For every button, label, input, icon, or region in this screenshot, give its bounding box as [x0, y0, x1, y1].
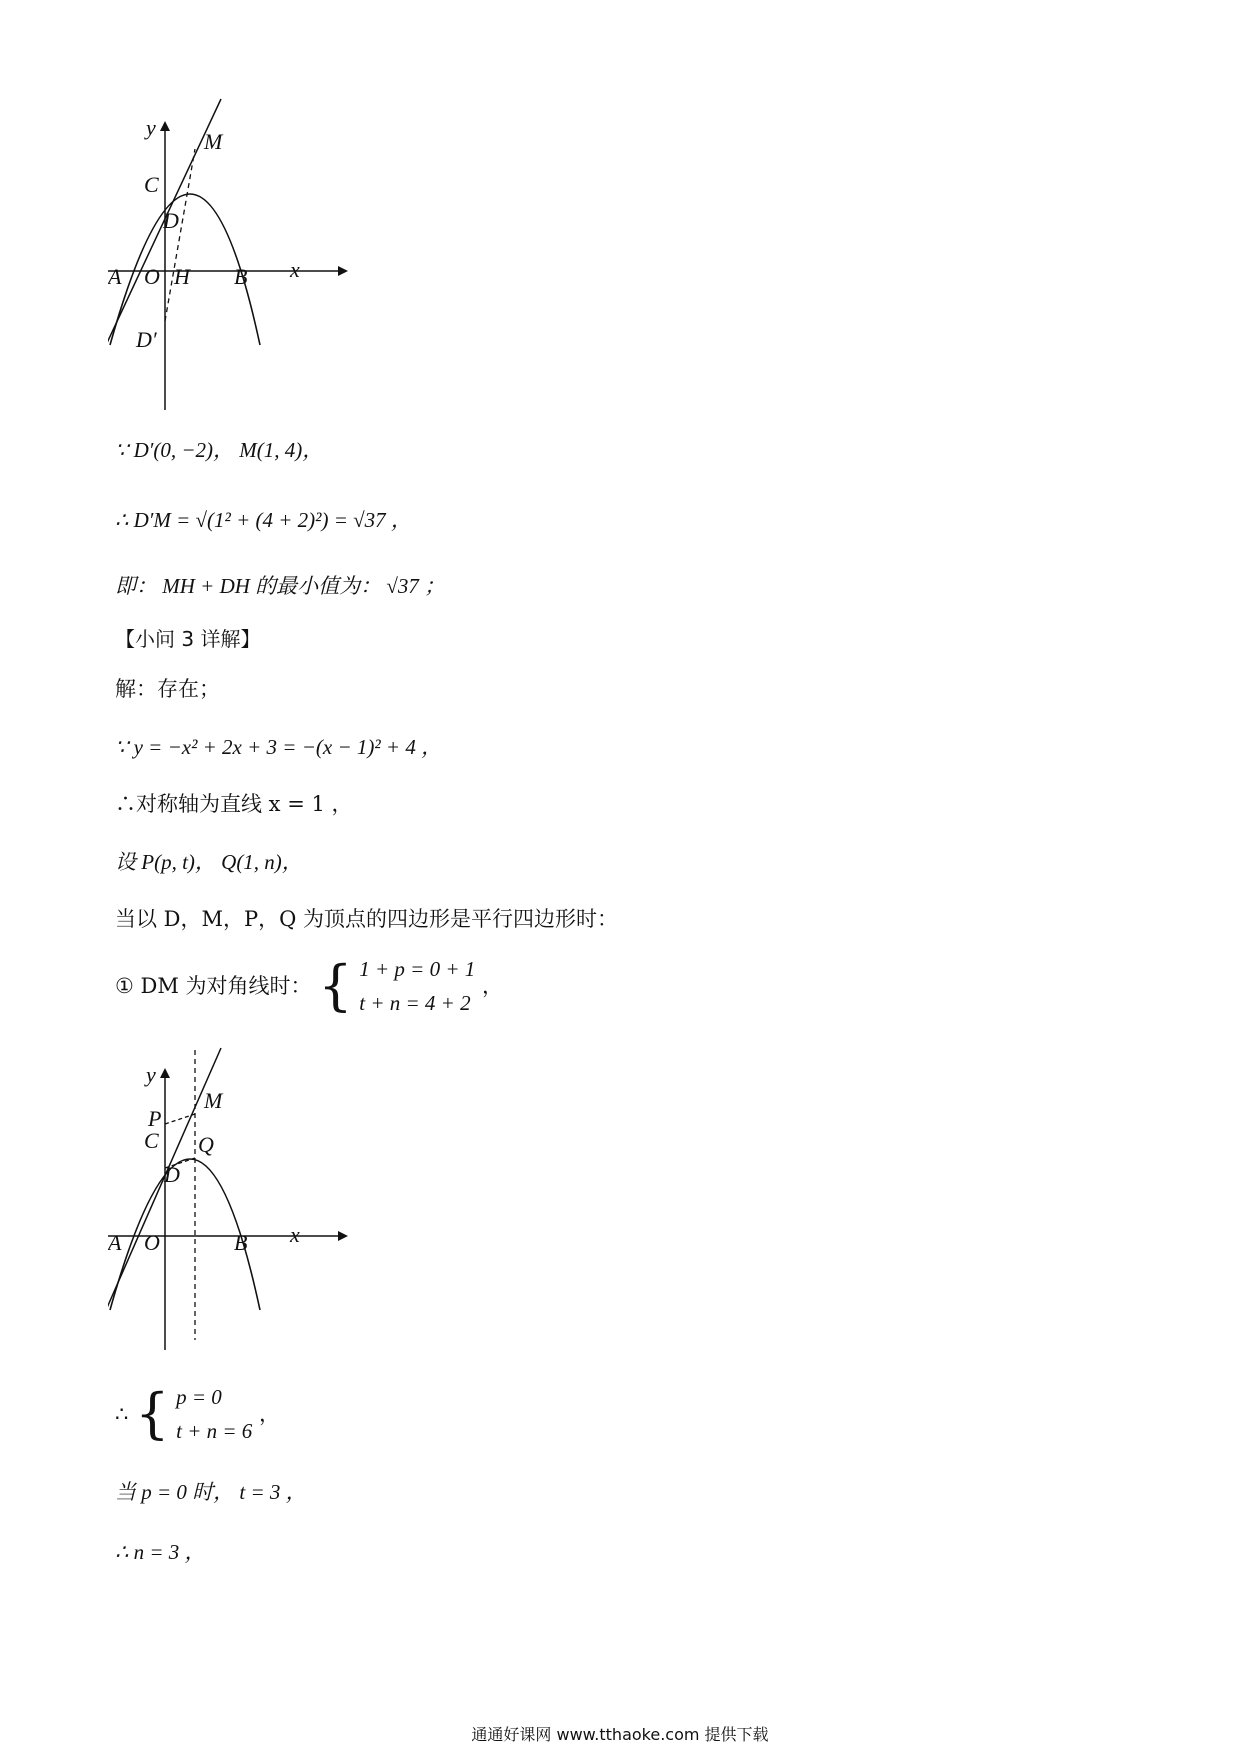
label-H: H — [174, 264, 190, 289]
x-axis-arrow — [338, 266, 348, 276]
line-5: 解：存在； — [115, 677, 220, 701]
y-axis-arrow — [160, 121, 170, 131]
label-P: P — [148, 1106, 162, 1131]
y-axis-arrow — [160, 1068, 170, 1078]
label-B: B — [234, 1230, 248, 1255]
system-1-eq1: 1 + p = 0 + 1 — [359, 957, 476, 981]
label-O: O — [144, 264, 160, 289]
label-M: M — [204, 1088, 223, 1113]
line-2: ∴ D′M = √(1² + (4 + 2)²) = √37 ， — [115, 508, 412, 532]
system-2 — [176, 1380, 252, 1448]
label-y: y — [146, 1062, 156, 1087]
label-C: C — [144, 1128, 159, 1153]
label-C: C — [144, 172, 159, 197]
brace-2: { — [135, 1382, 170, 1445]
figure-1-svg — [108, 95, 348, 415]
system-1 — [359, 952, 475, 1020]
line-11 — [115, 1380, 280, 1448]
system-2-eq2: t + n = 6 — [176, 1419, 253, 1443]
label-B: B — [234, 264, 248, 289]
page-footer: 通通好课网 www.tthaoke.com 提供下载 — [471, 1725, 769, 1744]
figure-1 — [108, 95, 348, 415]
line-11-prefix: ∴ — [115, 1402, 129, 1426]
line-10-prefix: ① DM 为对角线时： — [115, 974, 312, 998]
label-D-prime: D′ — [136, 327, 157, 352]
line-8: 设 P(p, t)， Q(1, n)， — [115, 850, 303, 874]
label-O: O — [144, 1230, 160, 1255]
line-7: ∴对称轴为直线 x = 1 ， — [115, 792, 353, 816]
x-axis-arrow — [338, 1231, 348, 1241]
line-6: ∵ y = −x² + 2x + 3 = −(x − 1)² + 4 ， — [115, 735, 443, 759]
line-11-suffix: ， — [258, 1402, 280, 1426]
label-A: A — [108, 1230, 122, 1255]
section-heading: 【小问 3 详解】 — [115, 627, 261, 651]
line-12: 当 p = 0 时， t = 3 ， — [115, 1480, 307, 1504]
dashed-Dp-M — [165, 149, 195, 321]
label-D: D — [163, 208, 179, 233]
line-1: ∵ D′(0, −2)， M(1, 4)， — [115, 438, 324, 462]
line-10-suffix: ， — [481, 974, 503, 998]
figure-2 — [108, 1040, 348, 1360]
label-y: y — [146, 115, 156, 140]
label-x: x — [290, 257, 300, 282]
label-M: M — [204, 129, 223, 154]
line-13: ∴ n = 3 ， — [115, 1540, 206, 1564]
system-1-eq2: t + n = 4 + 2 — [359, 991, 471, 1015]
label-Q: Q — [198, 1132, 214, 1157]
label-D: D — [164, 1162, 180, 1187]
line-9: 当以 D，M，P，Q 为顶点的四边形是平行四边形时： — [115, 907, 619, 931]
figure-2-svg — [108, 1040, 348, 1360]
brace-1: { — [318, 954, 353, 1017]
system-2-eq1: p = 0 — [176, 1385, 222, 1409]
line-3: 即： MH + DH 的最小值为： √37 ； — [115, 574, 446, 598]
label-A: A — [108, 264, 122, 289]
label-x: x — [290, 1222, 300, 1247]
line-10 — [115, 952, 503, 1020]
